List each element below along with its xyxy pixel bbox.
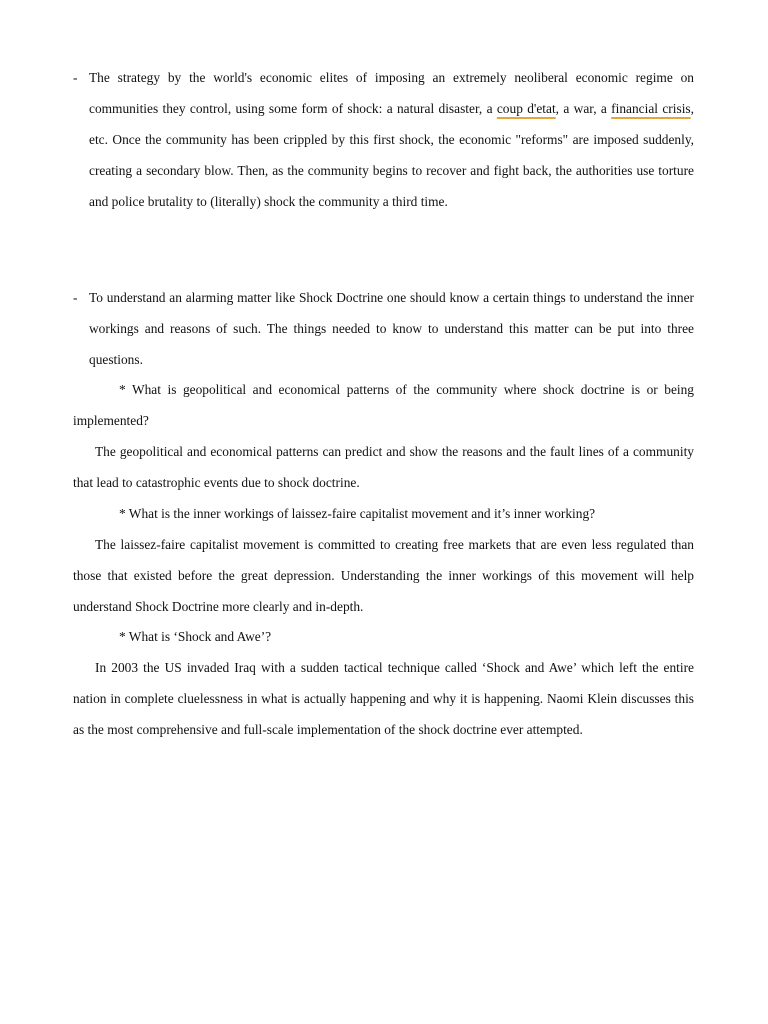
link-coup-detat[interactable]: coup d'etat bbox=[496, 101, 556, 116]
bullet-dash: - bbox=[73, 290, 78, 305]
intro-paragraph: To understand an alarming matter like Shock Doctrine one should know a certain things to understand the inner workings and reasons of such. The things needed to know to understand this matter can be put into three questions. bbox=[89, 290, 694, 367]
link-financial-crisis[interactable]: financial crisis bbox=[611, 101, 691, 116]
bullet-shock-doctrine-definition bbox=[73, 62, 694, 217]
answer-geopolitical: The geopolitical and economical patterns can predict and show the reasons and the fault lines of a community that lead to catastrophic events due to shock doctrine. bbox=[73, 444, 694, 490]
definition-text-b: , a war, a bbox=[555, 101, 612, 116]
definition-text-c: , etc. Once the community has been crippled by this first shock, the economic "reforms" are imposed suddenly, creating a secondary blow. Then, as the community begins to recover and fight back, the authorities use torture and police brutality to (literally) shock the community a third time. bbox=[89, 101, 694, 209]
question-shock-and-awe: * What is ‘Shock and Awe’? bbox=[119, 629, 272, 644]
definition-paragraph bbox=[89, 62, 694, 217]
answer-laissez-faire: The laissez-faire capitalist movement is committed to creating free markets that are even less regulated than those that existed before the great depression. Understanding the inner workings of this movement will help understand Shock Doctrine more clearly and in-depth. bbox=[73, 537, 694, 614]
bullet-understanding-intro bbox=[73, 282, 694, 375]
bullet-dash: - bbox=[73, 70, 78, 85]
answer-shock-and-awe: In 2003 the US invaded Iraq with a sudden tactical technique called ‘Shock and Awe’ which left the entire nation in complete cluelessness in what is actually happening and why it is happening. Naomi Klein discusses this as the most comprehensive and full-scale implementation of the shock doctrine ever attempted. bbox=[73, 660, 694, 737]
question-laissez-faire: * What is the inner workings of laissez-faire capitalist movement and it’s inner working? bbox=[119, 506, 596, 521]
question-geopolitical: * What is geopolitical and economical patterns of the community where shock doctrine is or being implemented? bbox=[73, 382, 694, 428]
definition-text-a: The strategy by the world's economic elites of imposing an extremely neoliberal economic regime on communities they control, using some form of shock: a natural disaster, a bbox=[89, 70, 694, 116]
